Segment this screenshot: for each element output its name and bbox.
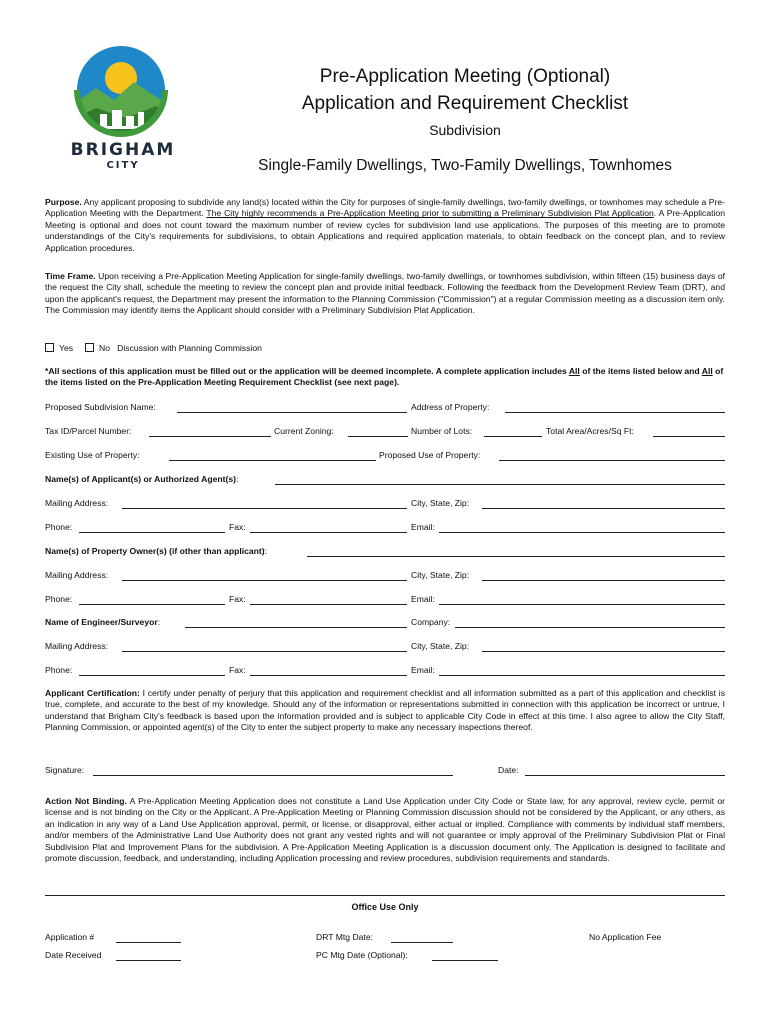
certification-label: Applicant Certification: (45, 688, 140, 698)
owner-phone-field[interactable] (79, 604, 225, 605)
subdivision-name-field[interactable] (177, 412, 407, 413)
notice-text-2: of the items listed below and (579, 366, 702, 376)
date-label: Date: (498, 765, 519, 775)
row-owner-phone (45, 594, 725, 608)
dwelling-types: Single-Family Dwellings, Two-Family Dwellings, Townhomes (258, 157, 672, 174)
purpose-label: Purpose. (45, 197, 82, 207)
signature-label: Signature: (45, 765, 85, 775)
owner-city-label: City, State, Zip: (411, 570, 470, 580)
yes-label: Yes (59, 343, 74, 353)
num-lots-field[interactable] (484, 436, 542, 437)
engineer-fax-label: Fax: (229, 665, 246, 675)
signature-field[interactable] (93, 775, 453, 776)
application-number-field[interactable] (116, 942, 181, 943)
notice-text-3: of the items listed on the Pre-Application Meeting Requirement Checklist (see next page). (45, 366, 724, 388)
company-label: Company: (411, 617, 451, 627)
owner-email-field[interactable] (439, 604, 725, 605)
drt-date-label: DRT Mtg Date: (316, 932, 373, 942)
pc-date-label: PC Mtg Date (Optional): (316, 950, 408, 960)
applicant-email-field[interactable] (439, 532, 725, 533)
row-engineer-mailing (45, 641, 725, 655)
current-zoning-label: Current Zoning: (274, 426, 334, 436)
engineer-email-label: Email: (411, 665, 435, 675)
existing-use-field[interactable] (169, 460, 376, 461)
purpose-text: Any applicant proposing to subdivide any land(s) located within the City for purposes of single-family dwellings, two-family dwellings, or townhomes may schedule a Pre-Application Meeting with the Department. (45, 197, 725, 219)
engineer-name-field[interactable] (185, 627, 407, 628)
applicant-city-field[interactable] (482, 508, 725, 509)
no-checkbox[interactable] (85, 343, 94, 352)
certification-paragraph (45, 688, 725, 734)
action-text: A Pre-Application Meeting Application does not constitute a Land Use Application under City Code or State law, for any approval, review cycle, permit or license and is not binding on the City or the Applicant. A Pre-Application Meeting or Planning Commission discussion should not be considered by the Applicant, or any others, as an indication in any way of a Land Use Application approval, permit, or license, or disapproval, either actual or implied. Compliance with comments by individual staff members, and/or members of the Administrative Land Use Authority does not grant any vested rights and will not guarantee or imply approval of the Preliminary Subdivision Plat or Final Subdivision Plat and Improvement Plans for the subdivision. A Pre-Application Meeting Application is a discussion document only. The Application is designed to facilitate and promote discussion, feedback, and understanding, including Application processing and review procedures, subdivision requirements and standards. (45, 796, 725, 864)
timeframe-paragraph (45, 271, 725, 317)
notice-text: *All sections of this application must be filled out or the application will be deemed incomplete. A complete application includes (45, 366, 569, 376)
certification-text: I certify under penalty of perjury that this application and requirement checklist and all information submitted as a part of this application and checklist is true, complete, and accurate to the best of my knowledge. Should any of the information or representations submitted in connection with this application be incorrect or untrue, I understand that Brigham City's feedback is based upon the information provided and is subject to applicable City Code in effect at this time. I also agree to allow the City Staff, Planning Commission, or appointed agent(s) of the City to enter the subject property to make any necessary inspections thereof. (45, 688, 726, 733)
row-applicant-mailing (45, 498, 725, 512)
owner-phone-label: Phone: (45, 594, 73, 604)
proposed-use-label: Proposed Use of Property: (379, 450, 481, 460)
owner-name-field[interactable] (307, 556, 725, 557)
owner-fax-label: Fax: (229, 594, 246, 604)
notice-all-2: All (701, 366, 713, 376)
discussion-label: Discussion with Planning Commission (117, 343, 262, 353)
row-subdivision (45, 402, 725, 416)
engineer-city-field[interactable] (482, 651, 725, 652)
owner-colon: : (264, 546, 268, 556)
row-applicant (45, 474, 725, 488)
action-not-binding-paragraph (45, 796, 725, 864)
application-number-label: Application # (45, 932, 95, 942)
engineer-name-text: Name of Engineer/Surveyor (45, 617, 158, 627)
engineer-phone-label: Phone: (45, 665, 73, 675)
tax-id-field[interactable] (149, 436, 271, 437)
row-signature (45, 765, 725, 779)
applicant-phone-field[interactable] (79, 532, 225, 533)
existing-use-label: Existing Use of Property: (45, 450, 140, 460)
row-engineer (45, 617, 725, 631)
engineer-mailing-field[interactable] (122, 651, 407, 652)
tax-id-label: Tax ID/Parcel Number: (45, 426, 132, 436)
owner-mailing-field[interactable] (122, 580, 407, 581)
num-lots-label: Number of Lots: (411, 426, 473, 436)
page-title: Pre-Application Meeting (Optional) (319, 66, 611, 87)
page-subtitle: Subdivision (429, 122, 501, 138)
applicant-fax-field[interactable] (250, 532, 407, 533)
owner-mailing-label: Mailing Address: (45, 570, 109, 580)
owner-name-label (45, 546, 267, 556)
office-divider (45, 895, 725, 896)
row-owner-mailing (45, 570, 725, 584)
timeframe-label: Time Frame. (45, 271, 96, 281)
property-address-label: Address of Property: (411, 402, 490, 412)
engineer-fax-field[interactable] (250, 675, 407, 676)
engineer-phone-field[interactable] (79, 675, 225, 676)
pc-date-field[interactable] (432, 960, 498, 961)
total-area-field[interactable] (653, 436, 725, 437)
office-use-title: Office Use Only (351, 902, 419, 912)
purpose-recommendation: The City highly recommends a Pre-Application Meeting prior to submitting a Preliminary Subdivision Plat Application (206, 208, 654, 219)
completeness-notice (45, 366, 725, 389)
purpose-text-rest: . A Pre-Application Meeting is optional and does not count toward the maximum number of review cycles for subdivision land use applications. The purposes of this meeting are to promote understandings of the City's requirements for subdivisions, to obtain Applications and required application materials, to obtain feedback on the concept plan, and to review Application procedures. (45, 208, 725, 253)
engineer-mailing-label: Mailing Address: (45, 641, 109, 651)
discussion-options (45, 343, 262, 353)
applicant-mailing-label: Mailing Address: (45, 498, 109, 508)
applicant-mailing-field[interactable] (122, 508, 407, 509)
engineer-city-label: City, State, Zip: (411, 641, 470, 651)
row-tax (45, 426, 725, 440)
applicant-email-label: Email: (411, 522, 435, 532)
engineer-email-field[interactable] (439, 675, 725, 676)
no-label: No (98, 343, 110, 353)
applicant-colon: : (235, 474, 239, 484)
no-fee-label: No Application Fee (589, 932, 662, 942)
owner-name-text: Name(s) of Property Owner(s) (if other than applicant) (45, 546, 265, 556)
property-address-field[interactable] (505, 412, 725, 413)
applicant-fax-label: Fax: (229, 522, 246, 532)
current-zoning-field[interactable] (348, 436, 408, 437)
company-field[interactable] (455, 627, 725, 628)
row-applicant-phone (45, 522, 725, 536)
date-received-field[interactable] (116, 960, 181, 961)
row-use (45, 450, 725, 464)
engineer-colon: : (157, 617, 161, 627)
subdivision-name-label: Proposed Subdivision Name: (45, 402, 156, 412)
applicant-name-label (45, 474, 238, 484)
applicant-name-text: Name(s) of Applicant(s) or Authorized Agent(s) (45, 474, 236, 484)
total-area-label: Total Area/Acres/Sq Ft: (546, 426, 634, 436)
logo-word-brigham: BRIGHAM (70, 140, 176, 160)
owner-email-label: Email: (411, 594, 435, 604)
owner-fax-field[interactable] (250, 604, 407, 605)
purpose-paragraph (45, 197, 725, 254)
proposed-use-field[interactable] (499, 460, 725, 461)
applicant-name-field[interactable] (275, 484, 725, 485)
date-received-label: Date Received (45, 950, 102, 960)
row-engineer-phone (45, 665, 725, 679)
timeframe-text: Upon receiving a Pre-Application Meeting Application for single-family dwellings, two-family dwellings, or townhomes subdivision, within fifteen (15) business days of the request the City shall, schedule the meeting to review the concept plan and provide initial feedback. Following the feedback from the Development Review Team (DRT), and upon the applicant's request, the Department may present the information to the Planning Commission ("Commission") at a regular Commission meeting as a discussion item only. The Commission may identify items the Applicant should consider with a Preliminary Subdivision Plat Application. (45, 271, 725, 316)
applicant-city-label: City, State, Zip: (411, 498, 470, 508)
owner-city-field[interactable] (482, 580, 725, 581)
row-owner (45, 546, 725, 560)
engineer-name-label (45, 617, 160, 627)
date-field[interactable] (525, 775, 725, 776)
notice-all-1: All (568, 366, 580, 376)
action-label: Action Not Binding. (45, 796, 127, 806)
page-title-line-2: Application and Requirement Checklist (301, 93, 629, 114)
applicant-phone-label: Phone: (45, 522, 73, 532)
drt-date-field[interactable] (391, 942, 453, 943)
logo-word-city: CITY (106, 160, 140, 171)
yes-checkbox[interactable] (45, 343, 54, 352)
